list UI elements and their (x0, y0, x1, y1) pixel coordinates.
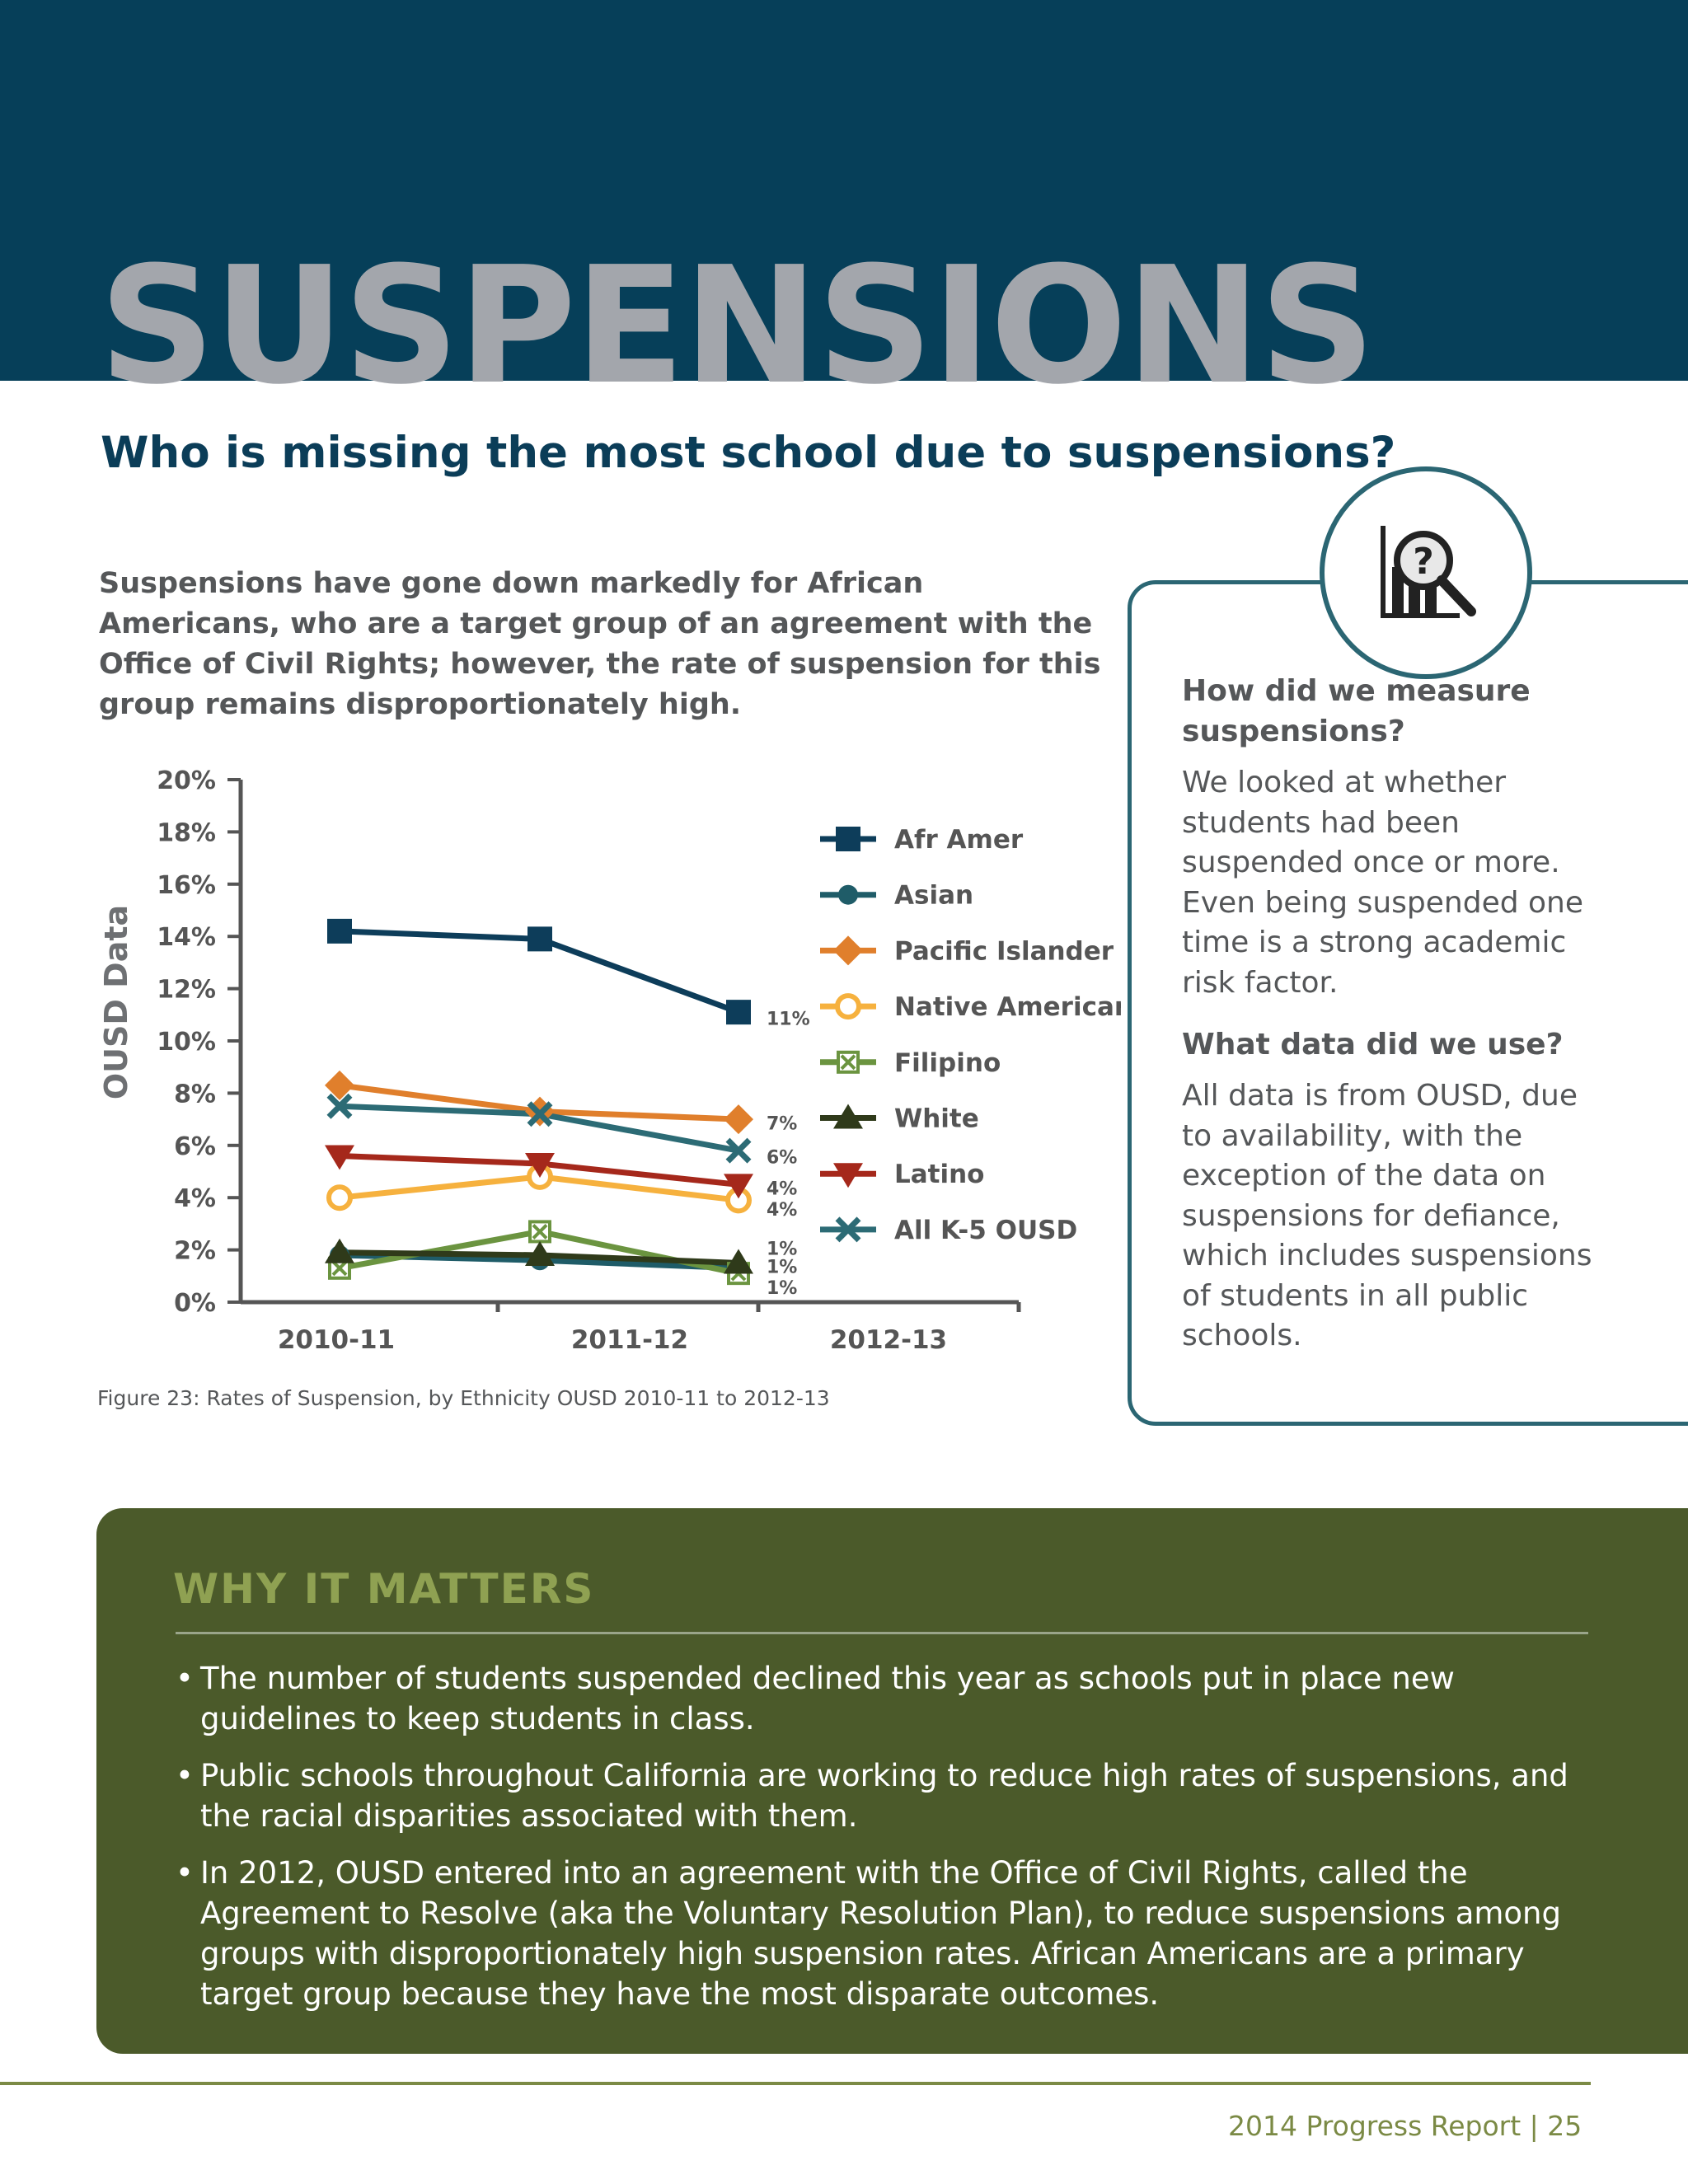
legend-label: Pacific Islander (894, 936, 1114, 967)
x-tick-label: 2010-11 (277, 1325, 396, 1355)
data-label: 4% (767, 1199, 798, 1221)
why-it-matters-panel (96, 1508, 1688, 2054)
footer-rule (0, 2082, 1591, 2085)
y-tick-label: 14% (157, 923, 216, 953)
sidebar-icon-circle (1320, 466, 1532, 679)
y-tick-label: 18% (157, 818, 216, 848)
sidebar-heading-measure: How did we measure suspensions? (1182, 674, 1531, 748)
x-tick-label: 2012-13 (829, 1325, 948, 1355)
data-point (724, 1104, 753, 1134)
footer-page-label: 2014 Progress Report | 25 (1228, 2110, 1582, 2142)
y-tick-label: 10% (157, 1028, 216, 1057)
intro-paragraph: Suspensions have gone down markedly for African Americans, who are a target group of an agreement with the Office of Civil Rights; however, the rate of suspension for this group remains disproportionately high. (99, 567, 1101, 721)
sidebar-body-measure: We looked at whether students had been suspended once or more. Even being suspended one time is a strong academic risk factor. (1182, 766, 1584, 1000)
data-label: 4% (767, 1179, 798, 1200)
sidebar-heading-data: What data did we use? (1182, 1028, 1564, 1062)
y-tick-label: 4% (174, 1184, 216, 1214)
legend-marker (838, 885, 858, 905)
data-label: 11% (767, 1009, 810, 1030)
list-item-text: Public schools throughout California are working to reduce high rates of suspensions, and the racial disparities associated with them. (200, 1758, 1568, 1834)
y-tick-label: 0% (174, 1289, 216, 1318)
list-item-text: The number of students suspended declined this year as schools put in place new guidelines to keep students in class. (200, 1661, 1455, 1736)
y-tick-label: 20% (157, 766, 216, 795)
y-tick-label: 8% (174, 1080, 216, 1109)
suspension-chart (82, 750, 1121, 1376)
divider (176, 1632, 1588, 1634)
legend-label: Latino (894, 1160, 985, 1190)
x-tick-label: 2011-12 (570, 1325, 689, 1355)
magnifier-chart-icon (1374, 521, 1478, 625)
data-point (726, 1000, 751, 1024)
y-tick-label: 6% (174, 1132, 216, 1161)
y-tick-label: 12% (157, 975, 216, 1005)
section-question: Who is missing the most school due to suspensions? (101, 428, 1396, 478)
figure-caption: Figure 23: Rates of Suspension, by Ethnicity OUSD 2010-11 to 2012-13 (97, 1386, 830, 1410)
list-item (176, 1658, 1610, 1739)
data-label: 1% (767, 1277, 798, 1299)
data-label: 7% (767, 1113, 798, 1135)
why-list (176, 1658, 1610, 2031)
legend-marker (833, 935, 863, 965)
sidebar-body-data: All data is from OUSD, due to availability, with the exception of the data on suspensions for defiance, which includes suspensions of students in all public schools. (1182, 1079, 1592, 1352)
list-item (176, 1853, 1610, 2014)
data-label: 1% (767, 1257, 798, 1278)
legend-label: Afr Amer (894, 825, 1024, 855)
y-axis-label: OUSD Data (98, 904, 134, 1100)
data-label: 6% (767, 1147, 798, 1169)
list-item (176, 1755, 1610, 1836)
data-label: 1% (767, 1239, 798, 1260)
why-it-matters-title: WHY IT MATTERS (173, 1565, 595, 1613)
legend-label: Filipino (894, 1047, 1001, 1078)
y-tick-label: 2% (174, 1236, 216, 1266)
chart-svg (82, 750, 1121, 1376)
legend-marker (837, 996, 859, 1017)
page-title: SUSPENSIONS (99, 232, 1374, 420)
question-mark-glyph: ? (1413, 541, 1434, 583)
legend-label: Native American (894, 992, 1121, 1023)
legend-label: All K-5 OUSD (894, 1215, 1078, 1245)
list-item-text: In 2012, OUSD entered into an agreement with the Office of Civil Rights, called the Agreement to Resolve (aka the Voluntary Resolution Plan), to reduce suspensions among groups with disproportionately high suspension rates. African Americans are a primary target group because they have the most disparate outcomes. (200, 1855, 1561, 2012)
legend-marker (836, 827, 860, 851)
bullet-icon: • (176, 1661, 194, 1696)
legend-label: White (894, 1104, 979, 1134)
bullet-icon: • (176, 1758, 194, 1793)
data-point (528, 926, 552, 951)
legend-label: Asian (894, 880, 974, 911)
sidebar-content (1182, 671, 1611, 1378)
y-tick-label: 16% (157, 870, 216, 900)
data-point (329, 1187, 350, 1208)
bullet-icon: • (176, 1855, 194, 1891)
data-point (327, 919, 352, 944)
